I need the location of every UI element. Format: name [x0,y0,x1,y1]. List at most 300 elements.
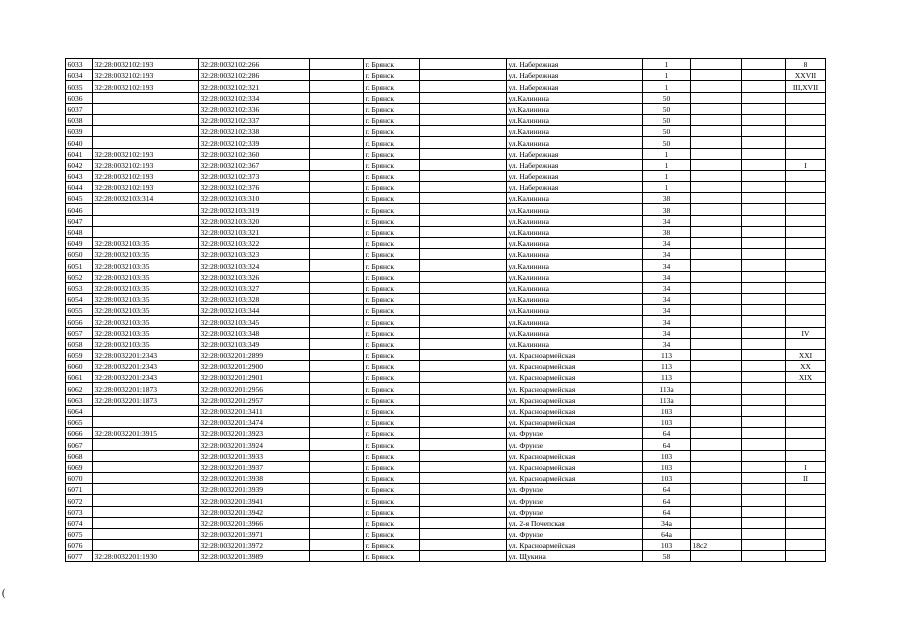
blank-column-b-cell [420,159,507,170]
street-cell: ул. Красноармейская [507,472,643,483]
house-number-cell: 103 [643,461,691,472]
record-number-cell: 6046 [66,204,93,215]
record-number-cell: 6075 [66,528,93,539]
blank-column-a-cell [310,450,364,461]
city-cell: г. Брянск [364,405,420,416]
blank-column-c-cell [742,92,786,103]
parent-cadastral-number-cell [93,114,199,125]
city-cell: г. Брянск [364,450,420,461]
table-row [66,394,826,405]
premises-number-cell [786,338,826,349]
parent-cadastral-number-cell: 32:28:0032103:35 [93,316,199,327]
blank-column-b-cell [420,170,507,181]
table-row [66,472,826,483]
street-cell: ул. Фрунзе [507,428,643,439]
street-cell: ул. 2-я Почепская [507,517,643,528]
parent-cadastral-number-cell: 32:28:0032103:35 [93,271,199,282]
record-number-cell: 6068 [66,450,93,461]
cadastral-number-cell: 32:28:0032201:3923 [199,428,310,439]
blank-column-a-cell [310,372,364,383]
blank-column-c-cell [742,484,786,495]
table-row [66,204,826,215]
blank-column-a-cell [310,394,364,405]
city-cell: г. Брянск [364,361,420,372]
city-cell: г. Брянск [364,182,420,193]
blank-column-a-cell [310,148,364,159]
street-cell: ул.Калинина [507,271,643,282]
building-cell [691,439,742,450]
building-cell [691,249,742,260]
blank-column-c-cell [742,383,786,394]
city-cell: г. Брянск [364,349,420,360]
record-number-cell: 6039 [66,126,93,137]
premises-number-cell [786,495,826,506]
city-cell: г. Брянск [364,495,420,506]
blank-column-a-cell [310,204,364,215]
blank-column-a-cell [310,103,364,114]
premises-number-cell: I [786,461,826,472]
cadastral-number-cell: 32:28:0032201:3971 [199,528,310,539]
city-cell: г. Брянск [364,338,420,349]
table-row [66,159,826,170]
blank-column-c-cell [742,551,786,562]
premises-number-cell [786,260,826,271]
building-cell [691,484,742,495]
blank-column-b-cell [420,137,507,148]
cadastral-number-cell: 32:28:0032103:344 [199,305,310,316]
building-cell [691,428,742,439]
table-row [66,92,826,103]
record-number-cell: 6056 [66,316,93,327]
record-number-cell: 6059 [66,349,93,360]
record-number-cell: 6060 [66,361,93,372]
house-number-cell: 113 [643,372,691,383]
building-cell [691,338,742,349]
premises-number-cell [786,193,826,204]
blank-column-c-cell [742,215,786,226]
city-cell: г. Брянск [364,126,420,137]
table-row [66,405,826,416]
parent-cadastral-number-cell: 32:28:0032102:193 [93,59,199,70]
record-number-cell: 6064 [66,405,93,416]
premises-number-cell [786,439,826,450]
table-row [66,540,826,551]
house-number-cell: 38 [643,204,691,215]
building-cell [691,204,742,215]
city-cell: г. Брянск [364,282,420,293]
blank-column-a-cell [310,495,364,506]
cadastral-number-cell: 32:28:0032201:3941 [199,495,310,506]
street-cell: ул. Набережная [507,59,643,70]
building-cell [691,126,742,137]
blank-column-b-cell [420,193,507,204]
premises-number-cell [786,126,826,137]
premises-number-cell [786,137,826,148]
city-cell: г. Брянск [364,70,420,81]
table-row [66,327,826,338]
blank-column-c-cell [742,293,786,304]
record-number-cell: 6034 [66,70,93,81]
parent-cadastral-number-cell: 32:28:0032201:2343 [93,372,199,383]
blank-column-c-cell [742,405,786,416]
table-row [66,517,826,528]
house-number-cell: 50 [643,137,691,148]
table-row [66,484,826,495]
blank-column-c-cell [742,182,786,193]
parent-cadastral-number-cell [93,126,199,137]
blank-column-c-cell [742,361,786,372]
house-number-cell: 1 [643,148,691,159]
record-number-cell: 6051 [66,260,93,271]
blank-column-c-cell [742,450,786,461]
cadastral-number-cell: 32:28:0032102:373 [199,170,310,181]
parent-cadastral-number-cell: 32:28:0032201:1873 [93,394,199,405]
table-row [66,249,826,260]
parent-cadastral-number-cell: 32:28:0032102:193 [93,148,199,159]
street-cell: ул. Щукина [507,551,643,562]
blank-column-b-cell [420,484,507,495]
premises-number-cell [786,417,826,428]
table-row [66,361,826,372]
building-cell [691,551,742,562]
cadastral-number-cell: 32:28:0032103:324 [199,260,310,271]
building-cell [691,137,742,148]
table-row [66,170,826,181]
table-row [66,114,826,125]
blank-column-b-cell [420,528,507,539]
cadastral-number-cell: 32:28:0032103:328 [199,293,310,304]
house-number-cell: 1 [643,81,691,92]
house-number-cell: 64 [643,495,691,506]
table-row [66,495,826,506]
street-cell: ул.Калинина [507,260,643,271]
blank-column-c-cell [742,338,786,349]
city-cell: г. Брянск [364,540,420,551]
building-cell [691,238,742,249]
table-row [66,506,826,517]
house-number-cell: 38 [643,193,691,204]
table-row [66,238,826,249]
house-number-cell: 103 [643,405,691,416]
premises-number-cell [786,238,826,249]
table-row [66,461,826,472]
parent-cadastral-number-cell: 32:28:0032102:193 [93,170,199,181]
house-number-cell: 64 [643,506,691,517]
house-number-cell: 1 [643,159,691,170]
cadastral-number-cell: 32:28:0032103:321 [199,226,310,237]
record-number-cell: 6069 [66,461,93,472]
blank-column-a-cell [310,472,364,483]
parent-cadastral-number-cell [93,461,199,472]
blank-column-b-cell [420,372,507,383]
blank-column-a-cell [310,92,364,103]
city-cell: г. Брянск [364,215,420,226]
blank-column-a-cell [310,361,364,372]
house-number-cell: 34 [643,316,691,327]
table-row [66,226,826,237]
cadastral-number-cell: 32:28:0032102:376 [199,182,310,193]
house-number-cell: 34 [643,249,691,260]
premises-number-cell: XXI [786,349,826,360]
parent-cadastral-number-cell: 32:28:0032103:314 [93,193,199,204]
blank-column-c-cell [742,260,786,271]
street-cell: ул. Красноармейская [507,417,643,428]
blank-column-a-cell [310,238,364,249]
blank-column-a-cell [310,428,364,439]
parent-cadastral-number-cell [93,226,199,237]
premises-number-cell [786,305,826,316]
record-number-cell: 6065 [66,417,93,428]
table-row [66,103,826,114]
cadastral-number-cell: 32:28:0032201:3939 [199,484,310,495]
city-cell: г. Брянск [364,551,420,562]
street-cell: ул. Набережная [507,182,643,193]
cadastral-number-cell: 32:28:0032102:367 [199,159,310,170]
cadastral-number-cell: 32:28:0032201:3474 [199,417,310,428]
blank-column-c-cell [742,148,786,159]
city-cell: г. Брянск [364,484,420,495]
table-row [66,59,826,70]
city-cell: г. Брянск [364,316,420,327]
blank-column-a-cell [310,461,364,472]
record-number-cell: 6041 [66,148,93,159]
record-number-cell: 6066 [66,428,93,439]
parent-cadastral-number-cell: 32:28:0032201:3915 [93,428,199,439]
building-cell: 18с2 [691,540,742,551]
premises-number-cell [786,249,826,260]
parent-cadastral-number-cell [93,517,199,528]
cadastral-number-cell: 32:28:0032103:348 [199,327,310,338]
blank-column-b-cell [420,271,507,282]
record-number-cell: 6062 [66,383,93,394]
blank-column-b-cell [420,540,507,551]
table-row [66,338,826,349]
street-cell: ул.Калинина [507,316,643,327]
cadastral-number-cell: 32:28:0032103:319 [199,204,310,215]
building-cell [691,282,742,293]
parent-cadastral-number-cell: 32:28:0032103:35 [93,238,199,249]
city-cell: г. Брянск [364,271,420,282]
street-cell: ул. Фрунзе [507,506,643,517]
house-number-cell: 34 [643,282,691,293]
table-row [66,137,826,148]
blank-column-c-cell [742,372,786,383]
premises-number-cell [786,517,826,528]
cadastral-number-cell: 32:28:0032201:3924 [199,439,310,450]
street-cell: ул.Калинина [507,327,643,338]
table-row [66,126,826,137]
house-number-cell: 113а [643,394,691,405]
blank-column-c-cell [742,159,786,170]
blank-column-b-cell [420,316,507,327]
premises-number-cell [786,182,826,193]
building-cell [691,506,742,517]
table-row [66,305,826,316]
blank-column-b-cell [420,495,507,506]
table-row [66,439,826,450]
record-number-cell: 6072 [66,495,93,506]
house-number-cell: 34 [643,338,691,349]
table-row [66,215,826,226]
cadastral-number-cell: 32:28:0032201:3933 [199,450,310,461]
house-number-cell: 34 [643,293,691,304]
street-cell: ул. Красноармейская [507,540,643,551]
city-cell: г. Брянск [364,204,420,215]
building-cell [691,260,742,271]
record-number-cell: 6070 [66,472,93,483]
house-number-cell: 50 [643,114,691,125]
parent-cadastral-number-cell [93,92,199,103]
table-row [66,182,826,193]
blank-column-b-cell [420,517,507,528]
house-number-cell: 50 [643,92,691,103]
house-number-cell: 50 [643,103,691,114]
parent-cadastral-number-cell: 32:28:0032103:35 [93,338,199,349]
premises-number-cell [786,114,826,125]
blank-column-c-cell [742,349,786,360]
cadastral-number-cell: 32:28:0032103:345 [199,316,310,327]
street-cell: ул. Красноармейская [507,394,643,405]
house-number-cell: 34 [643,327,691,338]
city-cell: г. Брянск [364,92,420,103]
street-cell: ул.Калинина [507,114,643,125]
building-cell [691,271,742,282]
parent-cadastral-number-cell [93,103,199,114]
blank-column-c-cell [742,428,786,439]
house-number-cell: 113 [643,349,691,360]
city-cell: г. Брянск [364,137,420,148]
blank-column-a-cell [310,126,364,137]
record-number-cell: 6035 [66,81,93,92]
building-cell [691,114,742,125]
house-number-cell: 1 [643,170,691,181]
premises-number-cell [786,170,826,181]
blank-column-c-cell [742,114,786,125]
premises-number-cell [786,226,826,237]
premises-number-cell [786,103,826,114]
cadastral-number-cell: 32:28:0032102:336 [199,103,310,114]
street-cell: ул.Калинина [507,293,643,304]
street-cell: ул.Калинина [507,238,643,249]
city-cell: г. Брянск [364,428,420,439]
record-number-cell: 6055 [66,305,93,316]
blank-column-c-cell [742,81,786,92]
cadastral-number-cell: 32:28:0032103:326 [199,271,310,282]
blank-column-a-cell [310,506,364,517]
blank-column-a-cell [310,193,364,204]
blank-column-a-cell [310,327,364,338]
street-cell: ул.Калинина [507,92,643,103]
street-cell: ул.Калинина [507,282,643,293]
record-number-cell: 6063 [66,394,93,405]
building-cell [691,305,742,316]
cadastral-number-cell: 32:28:0032201:2899 [199,349,310,360]
blank-column-c-cell [742,170,786,181]
parent-cadastral-number-cell: 32:28:0032102:193 [93,159,199,170]
record-number-cell: 6052 [66,271,93,282]
premises-number-cell: II [786,472,826,483]
blank-column-a-cell [310,293,364,304]
building-cell [691,528,742,539]
blank-column-c-cell [742,517,786,528]
house-number-cell: 1 [643,59,691,70]
blank-column-a-cell [310,551,364,562]
city-cell: г. Брянск [364,249,420,260]
cadastral-number-cell: 32:28:0032201:3411 [199,405,310,416]
blank-column-b-cell [420,204,507,215]
cadastral-number-cell: 32:28:0032103:323 [199,249,310,260]
blank-column-a-cell [310,137,364,148]
premises-number-cell: I [786,159,826,170]
city-cell: г. Брянск [364,305,420,316]
premises-number-cell: XIX [786,372,826,383]
record-number-cell: 6071 [66,484,93,495]
blank-column-b-cell [420,338,507,349]
premises-number-cell: 8 [786,59,826,70]
cadastral-number-cell: 32:28:0032103:310 [199,193,310,204]
table-row [66,271,826,282]
blank-column-c-cell [742,394,786,405]
cadastral-number-cell: 32:28:0032201:2901 [199,372,310,383]
blank-column-a-cell [310,349,364,360]
blank-column-c-cell [742,472,786,483]
record-number-cell: 6033 [66,59,93,70]
building-cell [691,81,742,92]
record-number-cell: 6053 [66,282,93,293]
blank-column-c-cell [742,495,786,506]
blank-column-b-cell [420,92,507,103]
table-row [66,417,826,428]
street-cell: ул. Фрунзе [507,439,643,450]
blank-column-b-cell [420,282,507,293]
building-cell [691,159,742,170]
parent-cadastral-number-cell: 32:28:0032103:35 [93,260,199,271]
street-cell: ул. Фрунзе [507,495,643,506]
building-cell [691,182,742,193]
city-cell: г. Брянск [364,383,420,394]
street-cell: ул.Калинина [507,226,643,237]
building-cell [691,517,742,528]
street-cell: ул. Красноармейская [507,405,643,416]
street-cell: ул. Фрунзе [507,484,643,495]
premises-number-cell [786,383,826,394]
blank-column-c-cell [742,193,786,204]
street-cell: ул. Красноармейская [507,372,643,383]
record-number-cell: 6073 [66,506,93,517]
table-row [66,450,826,461]
building-cell [691,417,742,428]
house-number-cell: 34 [643,260,691,271]
blank-column-a-cell [310,540,364,551]
blank-column-b-cell [420,405,507,416]
cadastral-number-cell: 32:28:0032102:360 [199,148,310,159]
blank-column-b-cell [420,114,507,125]
cadastral-number-cell: 32:28:0032201:2957 [199,394,310,405]
blank-column-c-cell [742,59,786,70]
record-number-cell: 6054 [66,293,93,304]
blank-column-a-cell [310,528,364,539]
blank-column-b-cell [420,361,507,372]
house-number-cell: 64 [643,439,691,450]
blank-column-a-cell [310,182,364,193]
parent-cadastral-number-cell [93,540,199,551]
blank-column-a-cell [310,81,364,92]
parent-cadastral-number-cell: 32:28:0032201:2343 [93,349,199,360]
blank-column-b-cell [420,81,507,92]
cadastral-number-cell: 32:28:0032201:3966 [199,517,310,528]
city-cell: г. Брянск [364,59,420,70]
street-cell: ул.Калинина [507,126,643,137]
